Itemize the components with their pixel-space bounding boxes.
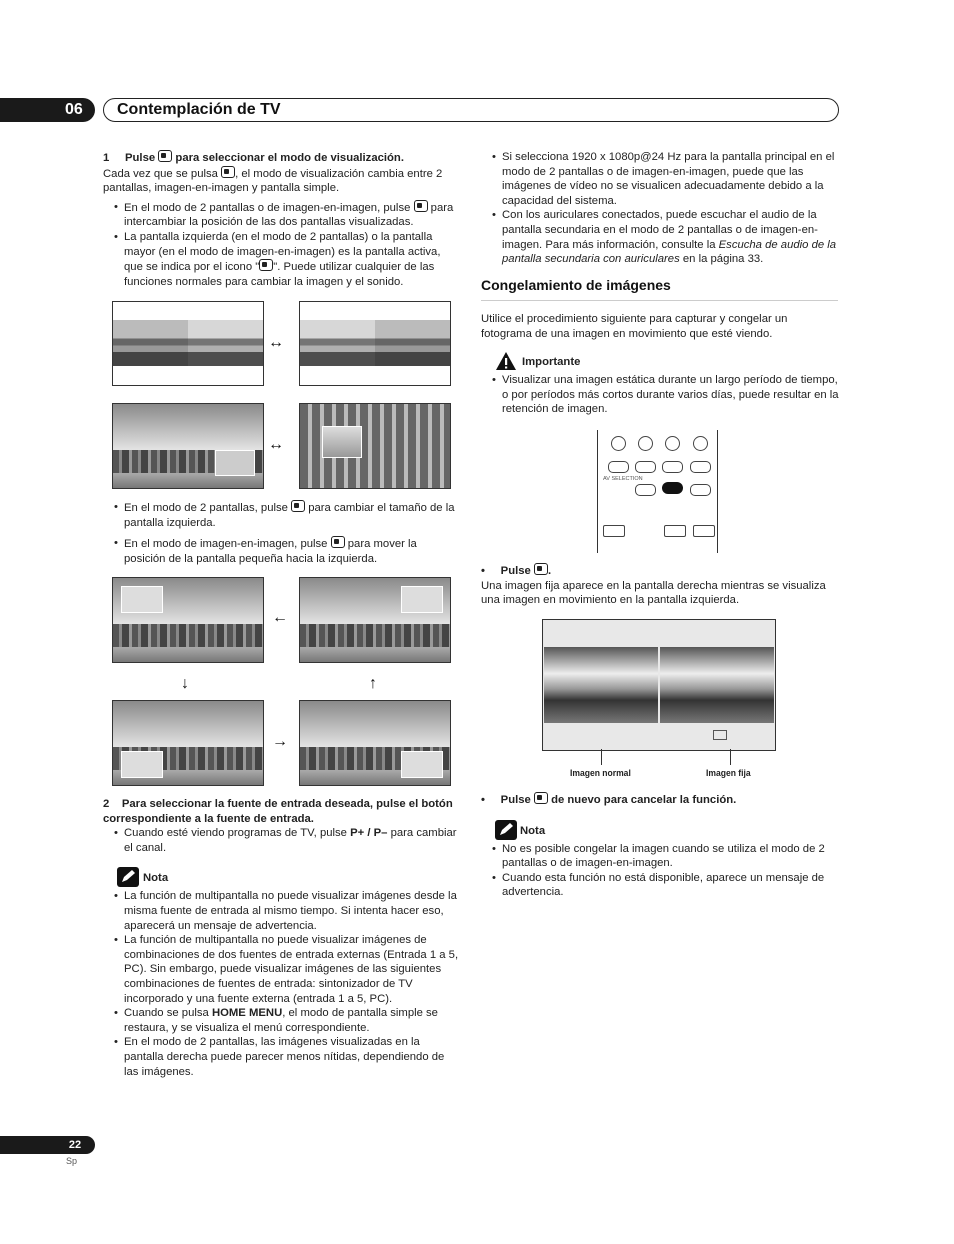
- step2-number: 2: [103, 798, 110, 810]
- move-key-icon: [331, 536, 345, 548]
- pip-position-bottom-left: [112, 700, 264, 786]
- step1-body-a: Cada vez que se pulsa: [103, 167, 218, 180]
- cross-reference: Escucha de audio de la pantalla secundaria con auriculares: [502, 238, 837, 266]
- pip-position-bottom-right: [299, 700, 451, 786]
- bullet-text-b: para intercambiar la posición de las dos pantallas visualizadas.: [124, 201, 454, 229]
- nota-title: Nota: [143, 872, 169, 885]
- important-list: [481, 373, 839, 417]
- step1-text-a: Pulse: [125, 152, 156, 164]
- step1-text-b: para seleccionar el modo de visualización.: [175, 152, 404, 164]
- bullet-text-b: en la página 33.: [682, 253, 764, 266]
- bullet-text-b: para cambiar el canal.: [124, 827, 457, 854]
- step2-text: Para seleccionar la fuente de entrada deseada, pulse el botón correspondiente a la fuente de entrada.: [103, 798, 453, 825]
- pip-position-top-right: [299, 577, 451, 663]
- channel-key-label: P+ / P–: [350, 827, 388, 840]
- list-item: • En el modo de 2 pantallas, las imágenes visualizadas en la pantalla derecha puede parecer menos nítidas, dependiendo de las imágenes.: [103, 1035, 461, 1079]
- language-code: Sp: [66, 1156, 78, 1166]
- freeze-description: Una imagen fija aparece en la pantalla derecha mientras se visualiza una imagen en movimiento en la pantalla izquierda.: [481, 579, 826, 607]
- pulse-cancel-instruction: • Pulse de nuevo para cancelar la función.: [481, 794, 737, 806]
- swap-key-icon: [414, 200, 428, 212]
- bullet-text-a: Cuando se pulsa: [124, 1007, 209, 1020]
- list-item: [103, 500, 461, 530]
- pip-image-b: [299, 403, 451, 489]
- chapter-title: Contemplación de TV: [117, 101, 281, 118]
- list-item: • La función de multipantalla no puede visualizar imágenes de combinaciones de dos fuentes de entrada externas (Entrada 1 a 5, PC). Sin embargo, puede visualizar imágenes de las siguientes combinaciones de fuentes de entrada: sintonizador de TV incorporado y una fuente externa (entrada 1 a 5, PC).: [103, 933, 461, 1006]
- left-arrow-icon: ←: [272, 609, 288, 626]
- swap-arrow-icon: ↔: [268, 334, 284, 351]
- cancel-step: [481, 792, 839, 900]
- right-arrow-icon: →: [272, 733, 288, 750]
- step2-bullets: [103, 826, 461, 855]
- pulse-instruction: • Pulse .: [481, 565, 552, 577]
- list-item: [103, 536, 461, 566]
- up-arrow-icon: ↑: [369, 675, 377, 692]
- right-top-block: [481, 150, 839, 267]
- frozen-image-panel: [660, 647, 774, 723]
- step1-heading: [103, 150, 461, 166]
- callout-line: [730, 749, 731, 765]
- bullet-text-a: En el modo de 2 pantallas, pulse: [124, 502, 288, 514]
- bullet-text-b: para mover la posición de la pantalla pequeña hacia la izquierda.: [124, 538, 417, 565]
- step2-block: [103, 797, 461, 1079]
- step1-body-b: , el modo de visualización cambia entre 2 pantallas, imagen-en-imagen y pantalla simple.: [103, 167, 443, 195]
- bullet-text-a: En el modo de 2 pantallas o de imagen-en-imagen, pulse: [124, 201, 411, 214]
- callout-line: [601, 749, 602, 765]
- pulse-after: .: [547, 565, 552, 577]
- step1-number: 1: [103, 152, 110, 164]
- step1-block: [103, 150, 461, 289]
- chapter-number: 06: [65, 101, 83, 118]
- list-item: • Cuando esta función no está disponible, aparece un mensaje de advertencia.: [481, 871, 839, 900]
- note-pencil-icon: [117, 867, 139, 887]
- freeze-key-icon: [534, 792, 548, 804]
- multi-screen-key-icon: [158, 150, 172, 162]
- pulse-label: Pulse: [500, 794, 531, 806]
- step2-heading: [103, 797, 461, 826]
- right-top-bullets: [481, 150, 839, 267]
- normal-image-panel: [544, 647, 658, 723]
- bullets-list-1: [103, 200, 461, 290]
- important-heading: [481, 351, 839, 371]
- important-title: Importante: [522, 356, 581, 369]
- label-normal-image: Imagen normal: [570, 768, 631, 779]
- active-screen-icon: [259, 259, 273, 271]
- multi-screen-key-icon: [221, 166, 235, 178]
- bullet-text-a: Cuando esté viendo programas de TV, pulse: [124, 827, 347, 840]
- list-item: • Si selecciona 1920 x 1080p@24 Hz para la pantalla principal en el modo de 2 pantallas o de imagen-en-imagen, puede que las imágenes de vídeo no se visualicen adecuadamente debido a la capacidad del sistema.: [481, 150, 839, 208]
- pulse-cancel-text: de nuevo para cancelar la función.: [551, 794, 737, 806]
- list-item: [103, 1006, 461, 1035]
- list-item: [103, 200, 461, 230]
- two-screen-image-a: [112, 301, 264, 386]
- label-frozen-image: Imagen fija: [706, 768, 751, 779]
- list-item: • La función de multipantalla no puede visualizar imágenes desde la misma fuente de entrada al mismo tiempo. Si intenta hacer eso, aparecerá un mensaje de advertencia.: [103, 889, 461, 933]
- nota-title: Nota: [520, 824, 546, 837]
- bullet-text-b: ". Puede utilizar cualquier de las funciones normales para cambiar la imagen y el sonido.: [124, 261, 435, 288]
- freeze-step: [481, 563, 839, 608]
- freeze-indicator-icon: [713, 730, 727, 740]
- warning-icon: [495, 351, 517, 371]
- bullet-text-a: En el modo de imagen-en-imagen, pulse: [124, 538, 328, 551]
- pulse-label: Pulse: [500, 565, 531, 577]
- size-key-icon: [291, 500, 305, 512]
- list-item: [481, 208, 839, 266]
- bullets-list-2: [103, 500, 461, 566]
- bullets-block-2: [103, 500, 461, 566]
- bullet-text-b: , el modo de pantalla simple se restaura, y se visualiza el menú correspondiente.: [124, 1007, 438, 1034]
- home-menu-key-label: HOME MENU: [211, 1007, 283, 1020]
- note-pencil-icon: [495, 820, 517, 840]
- freeze-intro: [481, 312, 839, 417]
- bullet-text-a: Con los auriculares conectados, puede escuchar el audio de la pantalla secundaria en el modo de 2 pantallas o de imagen-en-imagen. Para más información, consulte la: [502, 209, 818, 251]
- bullet-text-b: para cambiar el tamaño de la pantalla izquierda.: [124, 502, 455, 529]
- section-title: Congelamiento de imágenes: [481, 277, 671, 293]
- nota-list: [103, 889, 461, 1079]
- nota-list: [481, 842, 839, 900]
- list-item: [103, 826, 461, 855]
- nota-heading: [103, 867, 461, 887]
- freeze-screen-figure: [542, 619, 776, 751]
- nota-heading: [481, 820, 839, 840]
- intro-text: Utilice el procedimiento siguiente para capturar y congelar un fotograma de una imagen en movimiento que esté viendo.: [481, 313, 788, 340]
- step1-body: [103, 166, 461, 196]
- bullet-text-a: La pantalla izquierda (en el modo de 2 pantallas) o la pantalla mayor (en el modo de imagen-en-imagen) es la pantalla activa, que se indica por el icono ": [124, 230, 441, 274]
- two-screen-image-b: [299, 301, 451, 386]
- remote-control-illustration: [589, 430, 729, 553]
- pip-image-a: [112, 403, 264, 489]
- pip-position-top-left: [112, 577, 264, 663]
- section-heading: [481, 278, 838, 301]
- freeze-button-highlight: [662, 482, 683, 494]
- freeze-key-icon: [534, 563, 548, 575]
- av-selection-label: AV SELECTION: [603, 476, 643, 482]
- list-item: [103, 230, 461, 289]
- list-item: • No es posible congelar la imagen cuando se utiliza el modo de 2 pantallas o de imagen-en-imagen.: [481, 842, 839, 871]
- list-item: • Visualizar una imagen estática durante un largo período de tiempo, o por períodos más cortos durante varios días, puede resultar en la retención de imagen.: [481, 373, 839, 417]
- page-number: 22: [68, 1139, 82, 1151]
- down-arrow-icon: ↓: [181, 675, 189, 692]
- swap-arrow-icon: ↔: [268, 436, 284, 453]
